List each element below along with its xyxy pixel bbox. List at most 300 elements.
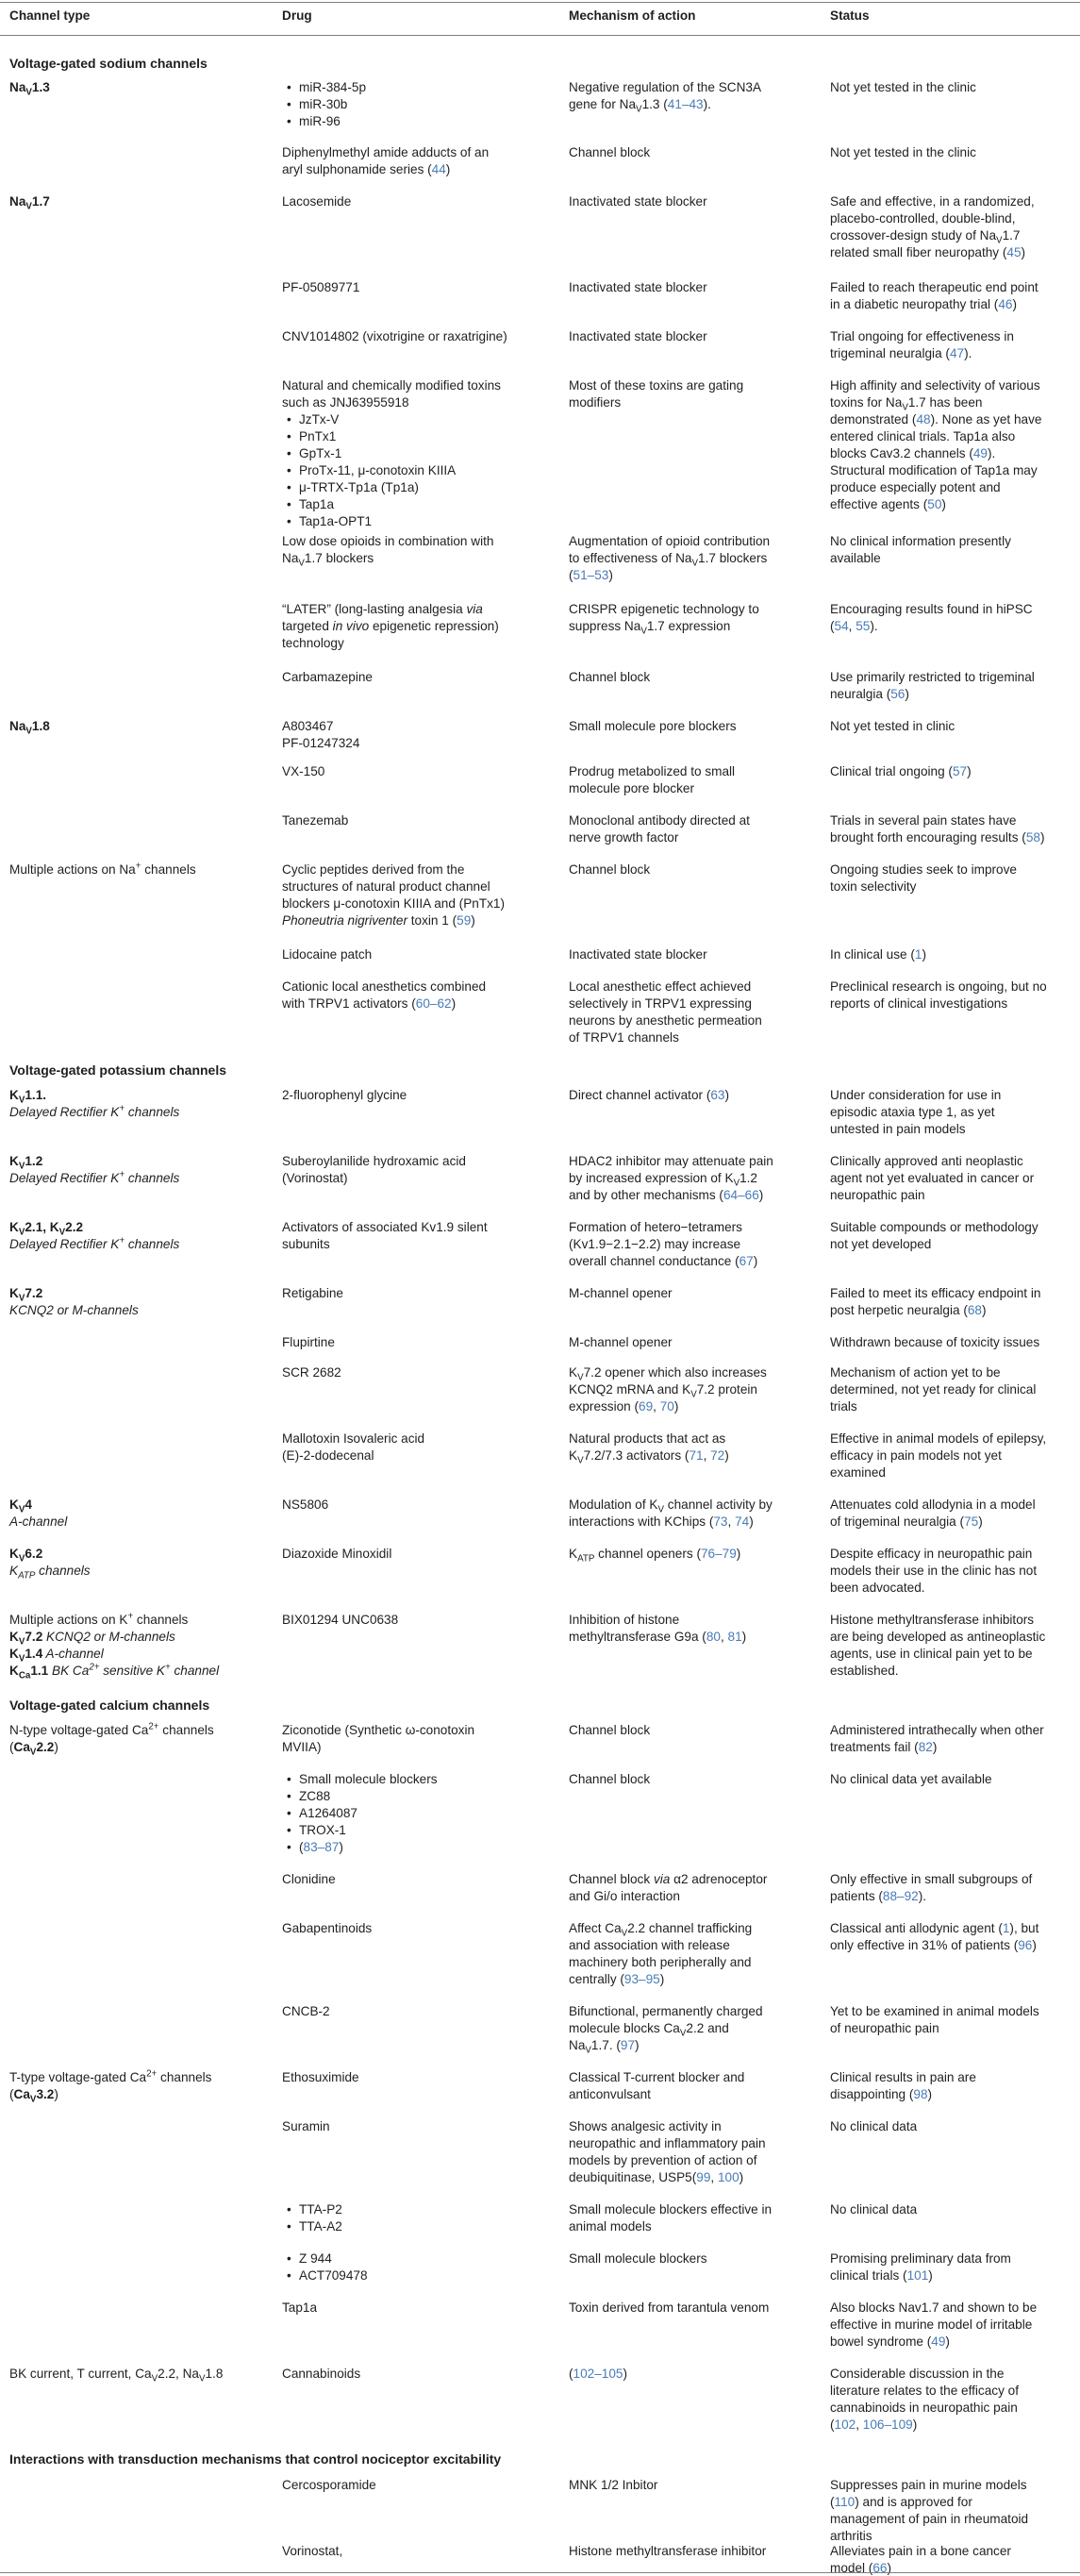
citation-ref[interactable]: 100 [717,2170,739,2184]
text-run: channels [157,2070,212,2084]
cell-line [569,1629,801,1646]
citation-ref[interactable]: 110 [834,2495,856,2509]
cell-line [830,686,1077,703]
text-run: untested in pain models [830,1122,966,1136]
citation-ref[interactable]: 68 [967,1303,982,1317]
bullet-item [282,1839,556,1856]
cell-line [830,669,1077,686]
citation-ref[interactable]: 55 [856,619,871,633]
text-run: Small molecule blockers effective in [569,2202,773,2216]
cell-status [830,1771,1077,1788]
text-run: Ongoing studies seek to improve [830,862,1017,877]
cell-line [282,1739,556,1756]
text-run: ( [569,568,573,582]
text-run: K [9,1564,19,1578]
citation-ref[interactable]: 96 [1018,1938,1033,1952]
cell-line [9,2366,269,2383]
cell-line [830,394,1077,411]
header-drug: Drug [282,8,312,23]
text-run: Preclinical research is ongoing, but no [830,979,1047,994]
cell-line [830,618,1077,635]
cell-line [282,1364,556,1381]
cell-line [282,1236,556,1253]
text-run: ) [741,1630,747,1644]
text-run: 1.7. ( [590,2038,621,2052]
text-run: via [653,1872,671,1886]
text-run: Lacosemide [282,194,352,209]
cell-status [830,1153,1077,1204]
bullet-item [282,479,556,496]
text-run: A-channel [42,1647,104,1661]
text-run: ) [1039,830,1045,845]
text-run: Delayed Rectifier K [9,1237,120,1251]
bullet-item [282,462,556,479]
text-run: A-channel [9,1514,68,1529]
text-run: PnTx1 [299,429,337,443]
cell-line [830,2366,1077,2383]
text-run: V [577,1372,584,1383]
bullet-item [282,2201,556,2218]
citation-ref[interactable]: 72 [710,1448,725,1463]
cell-line [830,1888,1077,1905]
cell-channel-type [9,1285,269,1319]
text-run: GpTx-1 [299,446,342,460]
bullet-item [282,113,556,130]
text-run: (Vorinostat) [282,1171,348,1185]
text-run: entered clinical trials. Tap1a also [830,429,1016,443]
text-run: channels [125,1237,180,1251]
text-run: literature relates to the efficacy of [830,2384,1019,2398]
cell-line [569,1219,801,1236]
cell-drug [282,2003,556,2020]
cell-line [830,279,1077,296]
text-run: ) [54,1740,58,1754]
cell-line [569,96,801,113]
text-run: models by prevention of action of [569,2153,757,2167]
cell-mechanism [569,2477,801,2494]
text-run: of neuropathic pain [830,2021,939,2035]
cell-line [569,2543,801,2560]
citation-ref[interactable]: 54 [834,619,849,633]
cell-mechanism [569,1771,801,1788]
text-run: suppress Na [569,619,641,633]
citation-ref[interactable]: 1 [914,947,922,962]
cell-line [569,1364,801,1381]
cell-line [569,1971,801,1988]
citation-ref[interactable]: 101 [906,2268,929,2283]
citation-ref[interactable]: 51–53 [573,568,609,582]
text-run: V [996,235,1003,246]
text-run: Encouraging results found in hiPSC [830,602,1033,616]
citation-ref[interactable]: 63 [710,1088,725,1102]
text-run: Inactivated state blocker [569,947,707,962]
text-run: Most of these toxins are gating [569,378,744,393]
cell-status [830,1920,1077,1954]
text-run: agents, use in clinical pain yet to be [830,1647,1033,1661]
citation-ref[interactable]: 102–105 [573,2367,623,2381]
text-run: “LATER” (long-lasting analgesia [282,602,467,616]
text-run: ) [945,2334,950,2349]
text-run: ) [736,1547,741,1561]
cell-line [830,1937,1077,1954]
citation-ref[interactable]: 41–43 [667,97,704,111]
cell-line [830,1464,1077,1481]
cell-line [830,1447,1077,1464]
cell-line [830,718,1077,735]
citation-ref[interactable]: 71 [689,1448,704,1463]
text-run: molecule blocks Ca [569,2021,680,2035]
cell-line [830,1430,1077,1447]
citation-ref[interactable]: 45 [1006,245,1022,259]
text-run: expression ( [569,1399,640,1413]
cell-line [9,1629,269,1646]
text-run: No clinical data [830,2202,918,2216]
text-run: and association with release [569,1938,730,1952]
cell-line [830,1580,1077,1597]
text-run: Histone methyltransferase inhibitor [569,2544,767,2558]
bullet-item [282,513,556,530]
text-run: V [58,1227,66,1238]
text-run: Suitable compounds or methodology [830,1220,1038,1234]
citation-ref[interactable]: 75 [964,1514,979,1529]
cell-line [830,328,1077,345]
cell-status [830,2003,1077,2037]
citation-ref[interactable]: 49 [931,2334,946,2349]
cell-line [282,1546,556,1563]
text-run: effective in murine model of irritable [830,2317,1033,2332]
text-run: determined, not yet ready for clinical [830,1382,1037,1397]
text-run: ) [659,1972,665,1986]
cell-line [830,345,1077,362]
cell-mechanism [569,1430,801,1464]
cell-line [830,1153,1077,1170]
citation-ref[interactable]: 49 [972,446,988,460]
bullet-item [282,1822,556,1839]
cell-line [830,1920,1077,1937]
cell-line [830,1398,1077,1415]
text-run: NS5806 [282,1497,329,1512]
cell-mechanism [569,79,801,113]
cell-line [282,2118,556,2135]
text-run: No clinical data [830,2119,918,2133]
text-run: agent not yet evaluated in cancer or [830,1171,1035,1185]
text-run: Clonidine [282,1872,336,1886]
cell-line [569,780,801,797]
text-run: Despite efficacy in neuropathic pain [830,1547,1033,1561]
citation-ref[interactable]: 56 [890,687,906,701]
citation-ref[interactable]: 73 [713,1514,728,1529]
text-run: MVIIA) [282,1740,322,1754]
citation-ref[interactable]: 102 [834,2417,856,2432]
text-run: Under consideration for use in [830,1088,1002,1102]
citation-ref[interactable]: 106–109 [862,2417,913,2432]
header-mechanism: Mechanism of action [569,8,696,23]
cell-line [830,946,1077,963]
citation-ref[interactable]: 70 [659,1399,674,1413]
cell-line [569,1771,801,1788]
text-run: MNK 1/2 Inbitor [569,2478,658,2492]
text-run: Inactivated state blocker [569,280,707,294]
text-run: Structural modification of Tap1a may [830,463,1038,477]
text-run: Small molecule blockers [299,1772,438,1786]
text-run: and by other mechanisms ( [569,1188,723,1202]
citation-ref[interactable]: 98 [913,2087,928,2101]
text-run: deubiquitinase, USP5( [569,2170,697,2184]
citation-ref[interactable]: 47 [949,346,965,360]
text-run: effective agents ( [830,497,928,511]
text-run: ) [54,2087,58,2101]
bullet-item [282,496,556,513]
text-run: structures of natural product channel [282,879,490,894]
cell-line [830,1497,1077,1514]
text-run: 7.2 protein [696,1382,757,1397]
cell-status [830,946,1077,963]
text-run: ZC88 [299,1789,331,1803]
text-run: toxin 1 ( [407,913,457,928]
cell-line [830,411,1077,428]
cell-channel-type [9,2366,269,2383]
text-run: 2+ [148,1721,159,1732]
citation-ref[interactable]: 99 [696,2170,711,2184]
text-run: neuralgia ( [830,687,891,701]
text-run: management of pain in rheumatoid [830,2512,1029,2526]
text-run: crossover-design study of Na [830,228,997,243]
text-run: 1.4 [25,1647,43,1661]
cell-status [830,1871,1077,1905]
citation-ref[interactable]: 81 [727,1630,742,1644]
text-run: miR-384-5p [299,80,367,94]
text-run: ). None as yet have [930,412,1042,427]
cell-line [282,601,556,618]
cell-channel-type [9,1153,269,1187]
text-run: 1.7 [31,194,50,209]
citation-ref[interactable]: 67 [739,1254,754,1268]
citation-ref[interactable]: 59 [457,913,472,928]
cell-line [569,1029,801,1046]
citation-ref[interactable]: 83–87 [303,1840,340,1854]
cell-line [569,1888,801,1905]
text-run: ) and is approved for [855,2495,972,2509]
text-run: treatments fail ( [830,1740,919,1754]
citation-ref[interactable]: 88–92 [882,1889,919,1903]
cell-mechanism [569,1871,801,1905]
text-run: and Gi/o interaction [569,1889,680,1903]
text-run: KCNQ2 or M-channels [42,1630,175,1644]
citation-ref[interactable]: 64–66 [723,1188,759,1202]
cell-line [830,2069,1077,2086]
cell-line [830,2317,1077,2333]
cell-line [282,279,556,296]
text-run: T-type voltage-gated Ca [9,2070,147,2084]
text-run: Failed to reach therapeutic end point [830,280,1038,294]
text-run: 1.3 [31,80,50,94]
text-run: Channel block [569,862,651,877]
cell-status [830,2201,1077,2218]
cell-line [569,718,801,735]
cell-line [569,1334,801,1351]
cell-line [830,995,1077,1012]
bullet-item [282,96,556,113]
text-run: blocks Cav3.2 channels ( [830,446,973,460]
table-top-rule [0,2,1080,3]
cell-status [830,79,1077,96]
citation-ref[interactable]: 60–62 [415,996,452,1011]
text-run: Trials in several pain states have [830,813,1017,828]
cell-line [569,601,801,618]
text-run: Ziconotide (Synthetic ω-conotoxin [282,1723,475,1737]
text-run: toxin selectivity [830,879,917,894]
text-run: ( [9,1740,14,1754]
text-run: Phoneutria nigriventer [282,913,407,928]
cell-line [569,946,801,963]
text-run: targeted [282,619,333,633]
cell-drug [282,861,556,929]
cell-status [830,193,1077,261]
cell-line [569,1398,801,1415]
cell-line [830,479,1077,496]
text-run: post herpetic neuralgia ( [830,1303,968,1317]
cell-line [282,2300,556,2317]
citation-ref[interactable]: 82 [918,1740,933,1754]
cell-line [830,296,1077,313]
cell-line [830,1364,1077,1381]
citation-ref[interactable]: 80 [706,1630,721,1644]
cell-line [569,2366,801,2383]
text-run: Clinically approved anti neoplastic [830,1154,1023,1168]
cell-line [830,1514,1077,1531]
cell-drug [282,1285,556,1302]
cell-line [282,618,556,635]
text-run: No clinical information presently [830,534,1011,548]
text-run: Not yet tested in clinic [830,719,955,733]
citation-ref[interactable]: 57 [952,764,968,778]
cell-line [830,2560,1077,2576]
cell-drug [282,1153,556,1187]
cell-line [9,1646,269,1663]
cell-line [282,995,556,1012]
text-run: Natural products that act as [569,1431,726,1446]
cell-line [282,861,556,878]
citation-ref[interactable]: 93–95 [623,1972,660,1986]
cell-line [282,1334,556,1351]
cell-status [830,1219,1077,1253]
cell-mechanism [569,718,801,735]
text-run: PF-01247324 [282,736,360,750]
citation-ref[interactable]: 46 [998,297,1013,311]
text-run: SCR 2682 [282,1365,341,1380]
text-run: Safe and effective, in a randomized, [830,194,1035,209]
text-run: V [577,1455,584,1466]
cell-status [830,763,1077,780]
text-run: (E)-2-dodecenal [282,1448,374,1463]
text-run: Prodrug metabolized to small [569,764,736,778]
text-run: 7.2 opener which also increases [583,1365,767,1380]
cell-status [830,2477,1077,2545]
cell-drug [282,1722,556,1756]
text-run: A1264087 [299,1806,357,1820]
text-run: 2.2 and [686,2021,729,2035]
cell-drug [282,1334,556,1351]
cell-line [9,1563,269,1580]
text-run: Modulation of K [569,1497,658,1512]
cell-line [569,328,801,345]
cell-line [830,2417,1077,2434]
text-run: of TRPV1 channels [569,1030,679,1045]
cell-line [569,1285,801,1302]
text-run: with TRPV1 activators ( [282,996,416,1011]
citation-ref[interactable]: 74 [735,1514,750,1529]
cell-line [9,1612,269,1629]
text-run: in vivo [332,619,370,633]
text-run: Mallotoxin Isovaleric acid [282,1431,425,1446]
cell-line [282,144,556,161]
cell-mechanism [569,1722,801,1739]
cell-drug [282,1430,556,1464]
cell-mechanism [569,1087,801,1104]
text-run: Na [9,194,26,209]
text-run: BK Ca [48,1664,90,1678]
cell-line [569,2037,801,2054]
cell-line [830,2494,1077,2511]
text-run: ATP [18,1570,36,1581]
cell-line [830,1646,1077,1663]
text-run: Suberoylanilide hydroxamic acid [282,1154,466,1168]
text-run: Also blocks Nav1.7 and shown to be [830,2300,1038,2315]
cell-drug [282,1871,556,1888]
bullet-item [282,411,556,428]
citation-ref[interactable]: 44 [431,162,446,176]
text-run: K [9,1286,19,1300]
citation-ref[interactable]: 69 [639,1399,654,1413]
citation-ref[interactable]: 1 [1002,1921,1010,1935]
text-run: Channel block [569,1772,651,1786]
citation-ref[interactable]: 58 [1025,830,1040,845]
text-run: ) [739,2170,744,2184]
cell-line [569,1170,801,1187]
citation-ref[interactable]: 50 [927,497,942,511]
text-run: 1.2 [25,1154,43,1168]
text-run: Gabapentinoids [282,1921,373,1935]
text-run: interactions with KChips ( [569,1514,714,1529]
text-run: ) [673,1399,679,1413]
cell-line [830,144,1077,161]
cell-line [9,861,269,878]
text-run: Multiple actions on Na [9,862,136,877]
citation-ref[interactable]: 48 [916,412,931,427]
text-run: ) [758,1188,764,1202]
citation-ref[interactable]: 66 [872,2561,888,2575]
text-run: demonstrated ( [830,412,917,427]
text-run: Cationic local anesthetics combined [282,979,487,994]
text-run: ) [471,913,475,928]
citation-ref[interactable]: 76–79 [700,1547,737,1561]
text-run: channels [133,1613,189,1627]
cell-line [830,550,1077,567]
cell-channel-type [9,79,269,96]
cell-line [830,1187,1077,1204]
cell-mechanism [569,533,801,584]
cell-line [569,550,801,567]
citation-ref[interactable]: 97 [620,2038,636,2052]
cell-line [830,601,1077,618]
text-run: V [691,558,699,569]
cell-line [9,1514,269,1531]
text-run: 1.3 ( [641,97,668,111]
text-run: K [9,1088,19,1102]
cell-mechanism [569,946,801,963]
text-run: ) [608,568,613,582]
cell-line [830,2477,1077,2494]
